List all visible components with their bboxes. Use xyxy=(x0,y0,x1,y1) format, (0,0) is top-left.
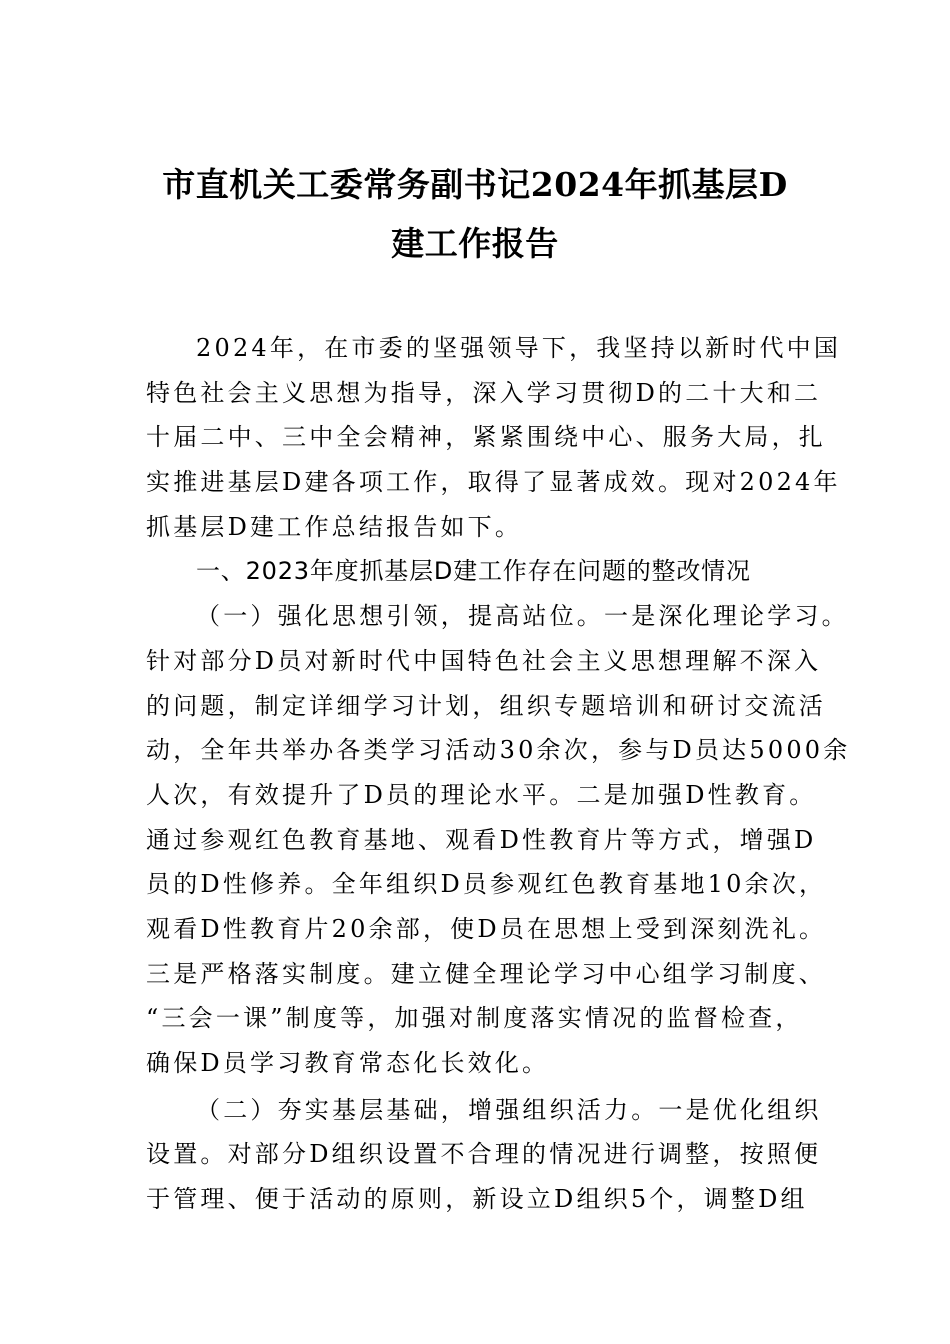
paragraph-line: （二）夯实基层基础，增强组织活力。一是优化组织 xyxy=(196,1095,822,1124)
paragraph-line: 员的D性修养。全年组织D员参观红色教育基地10余次， xyxy=(146,870,827,899)
paragraph-line: 通过参观红色教育基地、观看D性教育片等方式，增强D xyxy=(146,825,817,854)
paragraph-line: 确保D员学习教育常态化长效化。 xyxy=(146,1049,550,1077)
intro-paragraph xyxy=(146,326,842,549)
subsection-2-paragraph xyxy=(146,1088,822,1222)
paragraph-line: 三是严格落实制度。建立健全理论学习中心组学习制度、 xyxy=(146,959,826,988)
paragraph-line: 设置。对部分D组织设置不合理的情况进行调整，按照便 xyxy=(146,1140,822,1169)
paragraph-line: （一）强化思想引领，提高站位。一是深化理论学习。 xyxy=(196,602,849,631)
section-heading: 一、2023年度抓基层D建工作存在问题的整改情况 xyxy=(196,557,751,586)
paragraph-line: 2024年，在市委的坚强领导下，我坚持以新时代中国 xyxy=(196,334,842,362)
paragraph-line: 实推进基层D建各项工作，取得了显著成效。现对2024年 xyxy=(146,468,841,497)
paragraph-line: 的问题，制定详细学习计划，组织专题培训和研讨交流活 xyxy=(146,691,826,720)
paragraph-line: 于管理、便于活动的原则，新设立D组织5个，调整D组 xyxy=(146,1185,808,1214)
paragraph-line: “三会一课”制度等，加强对制度落实情况的监督检查， xyxy=(146,1004,803,1033)
document-title-line-1: 市直机关工委常务副书记2024年抓基层D xyxy=(162,165,788,204)
paragraph-line: 人次，有效提升了D员的理论水平。二是加强D性教育。 xyxy=(146,780,817,809)
paragraph-line: 十届二中、三中全会精神，紧紧围绕中心、服务大局，扎 xyxy=(146,423,826,452)
paragraph-line: 特色社会主义思想为指导，深入学习贯彻D的二十大和二 xyxy=(146,378,822,407)
subsection-1-paragraph xyxy=(146,594,851,1086)
document-body xyxy=(146,326,851,1222)
document-title-line-2: 建工作报告 xyxy=(391,224,559,263)
paragraph-line: 抓基层D建工作总结报告如下。 xyxy=(146,512,523,541)
paragraph-line: 动，全年共举办各类学习活动30余次，参与D员达5000余 xyxy=(146,736,851,765)
paragraph-line: 针对部分D员对新时代中国特色社会主义思想理解不深入 xyxy=(146,646,822,675)
paragraph-line: 观看D性教育片20余部，使D员在思想上受到深刻洗礼。 xyxy=(146,914,827,943)
